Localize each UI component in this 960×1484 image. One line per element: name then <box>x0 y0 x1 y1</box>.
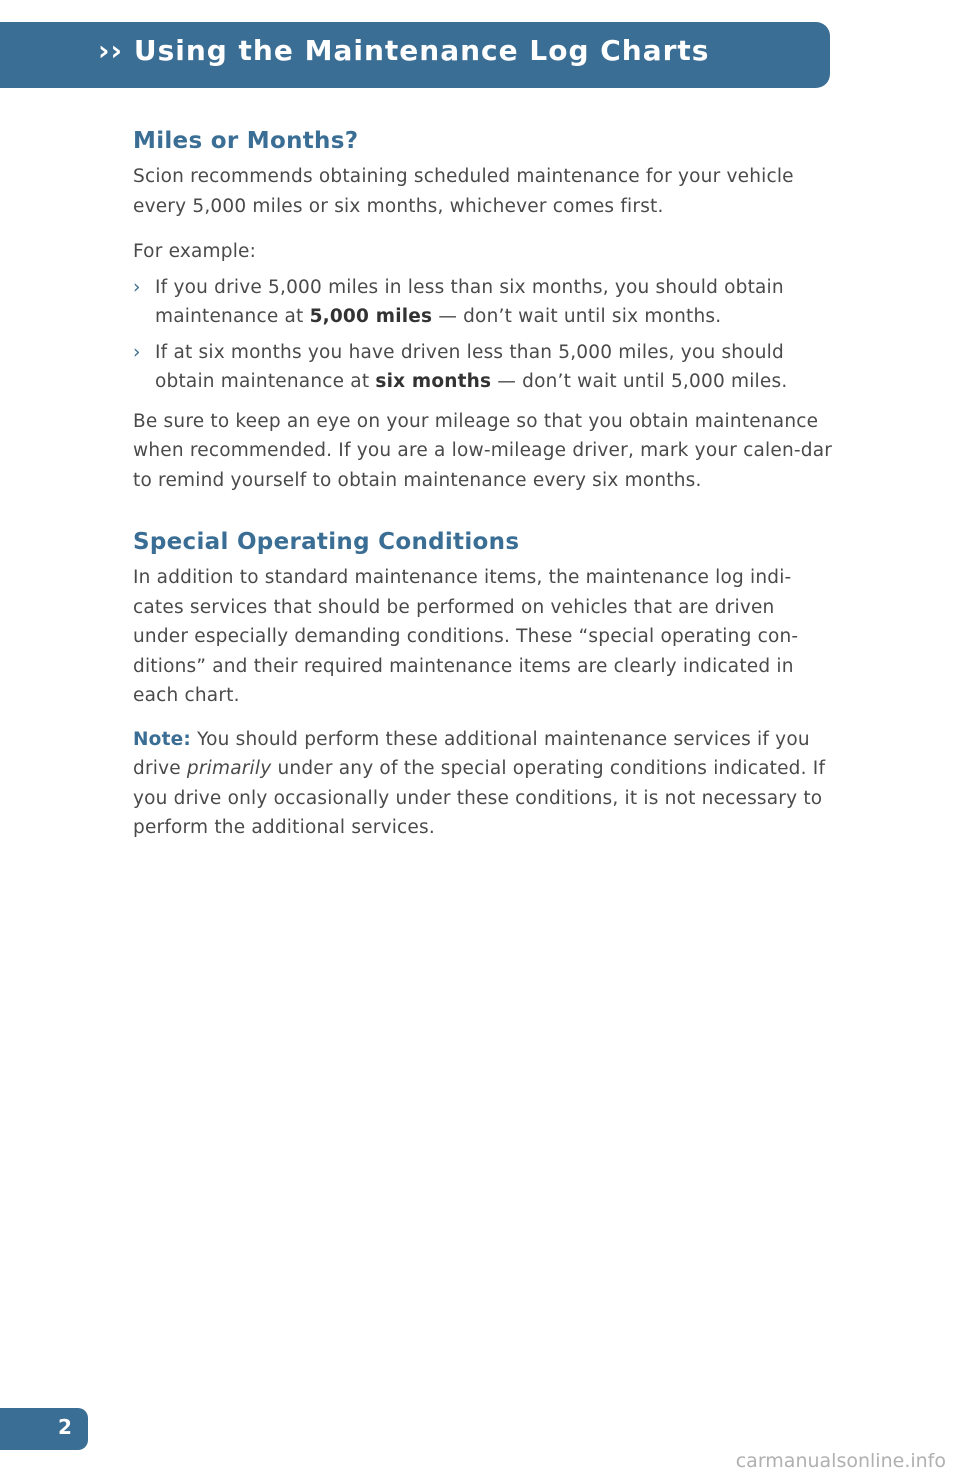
bullet-text-after: — don’t wait until six months. <box>432 306 722 327</box>
page-title: ›› Using the Maintenance Log Charts <box>98 34 710 67</box>
note-text-before: You should perform these additional maintenance services if you drive <box>133 728 810 779</box>
page-number: 2 <box>58 1415 72 1439</box>
intro-paragraph: Scion recommends obtaining scheduled maintenance for your vehicle every 5,000 miles or six months, whichever comes first. <box>133 166 794 217</box>
list-item <box>133 273 833 332</box>
bullet-text-before: If at six months you have driven less than 5,000 miles, you should obtain maintenance at <box>155 341 784 392</box>
note-text-after: under any of the special operating conditions indicated. If you drive only occasionally under these conditions, it is not necessary to perform the additional services. <box>133 758 826 838</box>
page-number-tab <box>0 1408 88 1450</box>
chevron-right-icon: › <box>133 276 141 298</box>
watermark: carmanualsonline.info <box>735 1450 946 1472</box>
closing-paragraph: Be sure to keep an eye on your mileage so that you obtain maintenance when recommended. If you are a low-mileage driver, mark your calen-dar to remind yourself to obtain maintenance every six months. <box>133 410 833 491</box>
note-label: Note: <box>133 728 191 750</box>
special-conditions-paragraph: In addition to standard maintenance items, the maintenance log indi-cates services that should be performed on vehicles that are driven under especially demanding conditions. These “special operating con-ditions” and their required maintenance items are clearly indicated in each chart. <box>133 567 799 706</box>
bullet-bold: 5,000 miles <box>309 306 433 327</box>
example-label: For example: <box>133 241 257 262</box>
section-title-miles-or-months: Miles or Months? <box>133 128 359 154</box>
bullet-text-before: If you drive 5,000 miles in less than six months, you should obtain maintenance at <box>155 276 784 327</box>
list-item <box>133 338 833 397</box>
note-emphasis: primarily <box>186 758 272 779</box>
note-paragraph <box>133 725 833 843</box>
chevron-right-icon: › <box>133 341 141 363</box>
main-content <box>133 128 833 843</box>
bullet-text-after: — don’t wait until 5,000 miles. <box>491 371 788 392</box>
section-title-special-operating-conditions: Special Operating Conditions <box>133 529 520 555</box>
bullet-bold: six months <box>375 371 492 392</box>
